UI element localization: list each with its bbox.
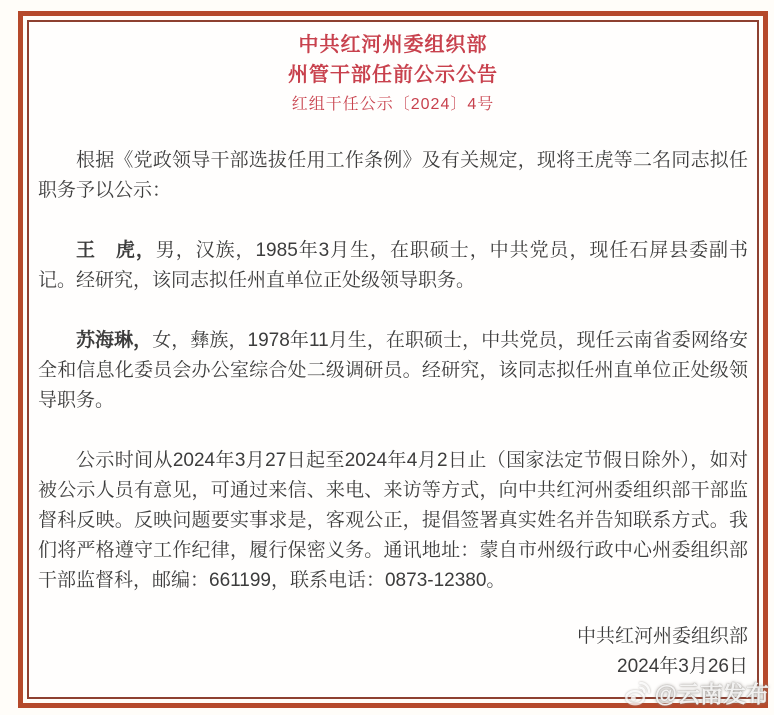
candidate-paragraph-su-hailin xyxy=(38,326,748,416)
document-content xyxy=(29,22,757,697)
document-title-line-2: 州管干部任前公示公告 xyxy=(288,64,498,86)
candidate-description: 男，汉族，1985年3月生，在职硕士，中共党员，现任石屏县委副书记。经研究，该同志拟任州直单位正处级领导职务。 xyxy=(38,240,748,291)
candidate-paragraph-wang-hu xyxy=(38,236,748,296)
candidate-name: 苏海琳， xyxy=(76,330,153,351)
candidate-description: 女，彝族，1978年11月生，在职硕士，中共党员，现任云南省委网络安全和信息化委员会办公室综合处二级调研员。经研究，该同志拟任州直单位正处级领导职务。 xyxy=(38,330,748,411)
public-notice-details-paragraph: 公示时间从2024年3月27日起至2024年4月2日止（国家法定节假日除外），如对被公示人员有意见，可通过来信、来电、来访等方式，向中共红河州委组织部干部监督科反映。反映问题要实事求是，客观公正，提倡签署真实姓名并告知联系方式。我们将严格遵守工作纪律，履行保密义务。通讯地址：蒙自市州级行政中心州委组织部干部监督科，邮编：661199，联系电话：0873-12380。 xyxy=(38,450,748,591)
issue-date: 2024年3月26日 xyxy=(617,656,748,677)
signature-block xyxy=(38,622,748,682)
watermark-handle: @云南发布 xyxy=(654,681,769,707)
issuing-organization: 中共红河州委组织部 xyxy=(576,626,748,647)
document-number: 红组干任公示〔2024〕4号 xyxy=(291,96,495,113)
document-border-inner xyxy=(27,20,759,699)
document-border-outer xyxy=(18,11,768,708)
candidate-name: 王 虎， xyxy=(76,240,156,261)
document-title-line-1: 中共红河州委组织部 xyxy=(298,34,488,56)
intro-paragraph: 根据《党政领导干部选拔任用工作条例》及有关规定，现将王虎等二名同志拟任职务予以公示： xyxy=(38,150,748,201)
